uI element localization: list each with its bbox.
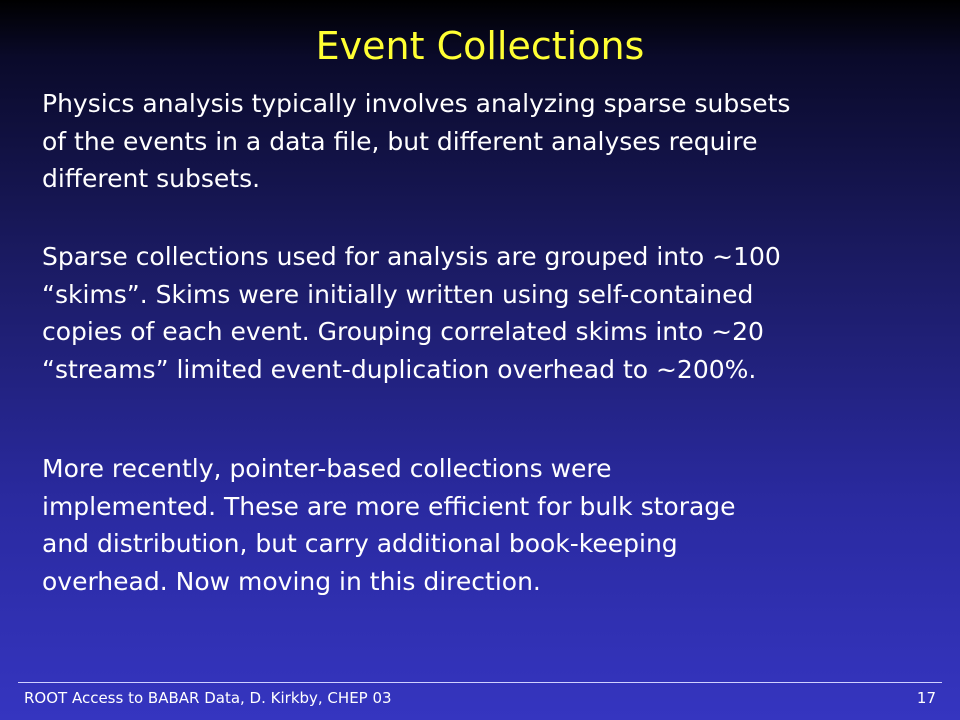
slide-title: Event Collections [315,24,645,68]
paragraph-pointer-based: More recently, pointer-based collections were implemented. These are more efficient for bulk storage and distribution, but carry additional book-keeping overhead. Now moving in this direction. [42,454,736,596]
footer-divider [18,682,942,683]
footer-text: ROOT Access to BABAR Data, D. Kirkby, CHEP 03 [24,689,392,707]
paragraph-sparse-collections: Sparse collections used for analysis are grouped into ~100 “skims”. Skims were initially written using self-contained copies of each event. Grouping correlated skims into ~20 “streams” limited event-duplication overhead to ~200%. [42,242,781,384]
page-number: 17 [916,689,936,707]
paragraph-physics-analysis: Physics analysis typically involves analyzing sparse subsets of the events in a data file, but different analyses require different subsets. [42,89,791,193]
